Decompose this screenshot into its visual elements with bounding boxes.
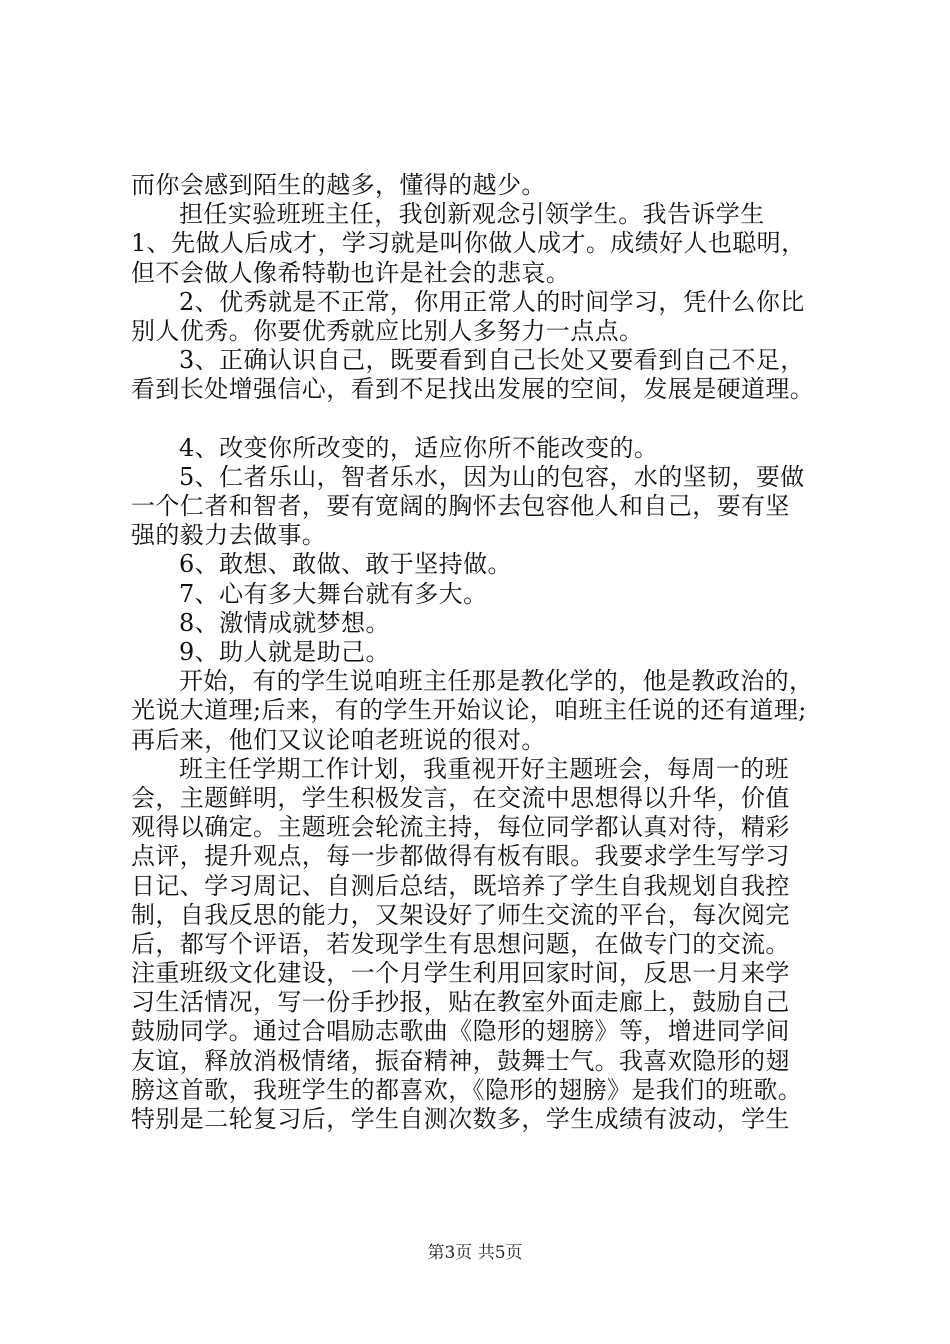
- text-line: 1、先做人后成才，学习就是叫你做人成才。成绩好人也聪明，: [131, 229, 806, 258]
- text-line: 别人优秀。你要优秀就应比别人多努力一点点。: [131, 316, 644, 345]
- text-line: 后，都写个评语，若发现学生有思想问题，在做专门的交流。: [131, 929, 790, 958]
- text-line: 制，自我反思的能力，又架设好了师生交流的平台，每次阅完: [131, 900, 790, 929]
- text-line: 班主任学期工作计划，我重视开好主题班会，每周一的班: [179, 754, 789, 783]
- text-line: 6、敢想、敢做、敢于坚持做。: [179, 550, 512, 579]
- text-line: 8、激情成就梦想。: [179, 608, 390, 637]
- text-line: 光说大道理;后来，有的学生开始议论，咱班主任说的还有道理;: [131, 696, 807, 725]
- text-line: 9、助人就是助己。: [179, 638, 390, 666]
- text-line: 友谊，释放消极情绪，振奋精神，鼓舞士气。我喜欢隐形的翅: [131, 1046, 790, 1075]
- text-line: 4、改变你所改变的，适应你所不能改变的。: [179, 433, 659, 462]
- text-line: 特别是二轮复习后，学生自测次数多，学生成绩有波动，学生: [131, 1105, 790, 1133]
- text-line: 鼓励同学。通过合唱励志歌曲《隐形的翅膀》等，增进同学间: [131, 1017, 790, 1046]
- text-line: 3、正确认识自己，既要看到自己长处又要看到自己不足，: [179, 346, 805, 375]
- text-line: 注重班级文化建设，一个月学生利用回家时间，反思一月来学: [131, 959, 790, 988]
- text-line: 强的毅力去做事。: [131, 521, 327, 550]
- page-footer: 第3页 共5页: [427, 1243, 523, 1263]
- body-text: [131, 171, 851, 1134]
- text-line: 而你会感到陌生的越多，懂得的越少。: [131, 171, 546, 199]
- text-line: 观得以确定。主题班会轮流主持，每位同学都认真对待，精彩: [131, 813, 790, 842]
- text-line: 日记、学习周记、自测后总结，既培养了学生自我规划自我控: [131, 871, 790, 900]
- text-line: 2、优秀就是不正常，你用正常人的时间学习，凭什么你比: [179, 287, 805, 316]
- text-line: 7、心有多大舞台就有多大。: [179, 579, 488, 608]
- text-line: 一个仁者和智者，要有宽阔的胸怀去包容他人和自己，要有坚: [131, 492, 790, 521]
- text-line: 会，主题鲜明，学生积极发言，在交流中思想得以升华，价值: [131, 783, 790, 812]
- text-line: 看到长处增强信心，看到不足找出发展的空间，发展是硬道理。: [131, 375, 815, 404]
- text-line: 习生活情况，写一份手抄报，贴在教室外面走廊上，鼓励自己: [131, 988, 790, 1017]
- text-line: 5、仁者乐山，智者乐水，因为山的包容，水的坚韧，要做: [179, 462, 805, 491]
- text-line: 开始，有的学生说咱班主任那是教化学的，他是教政治的，: [179, 667, 814, 696]
- text-line: 点评，提升观点，每一步都做得有板有眼。我要求学生写学习: [131, 842, 790, 871]
- text-line: 再后来，他们又议论咱老班说的很对。: [131, 725, 546, 754]
- text-line: 但不会做人像希特勒也许是社会的悲哀。: [131, 258, 571, 287]
- text-line: 膀这首歌，我班学生的都喜欢，《隐形的翅膀》是我们的班歌。: [131, 1075, 803, 1104]
- text-line: 担任实验班班主任，我创新观念引领学生。我告诉学生: [179, 200, 765, 229]
- paragraph-gap: [131, 405, 851, 434]
